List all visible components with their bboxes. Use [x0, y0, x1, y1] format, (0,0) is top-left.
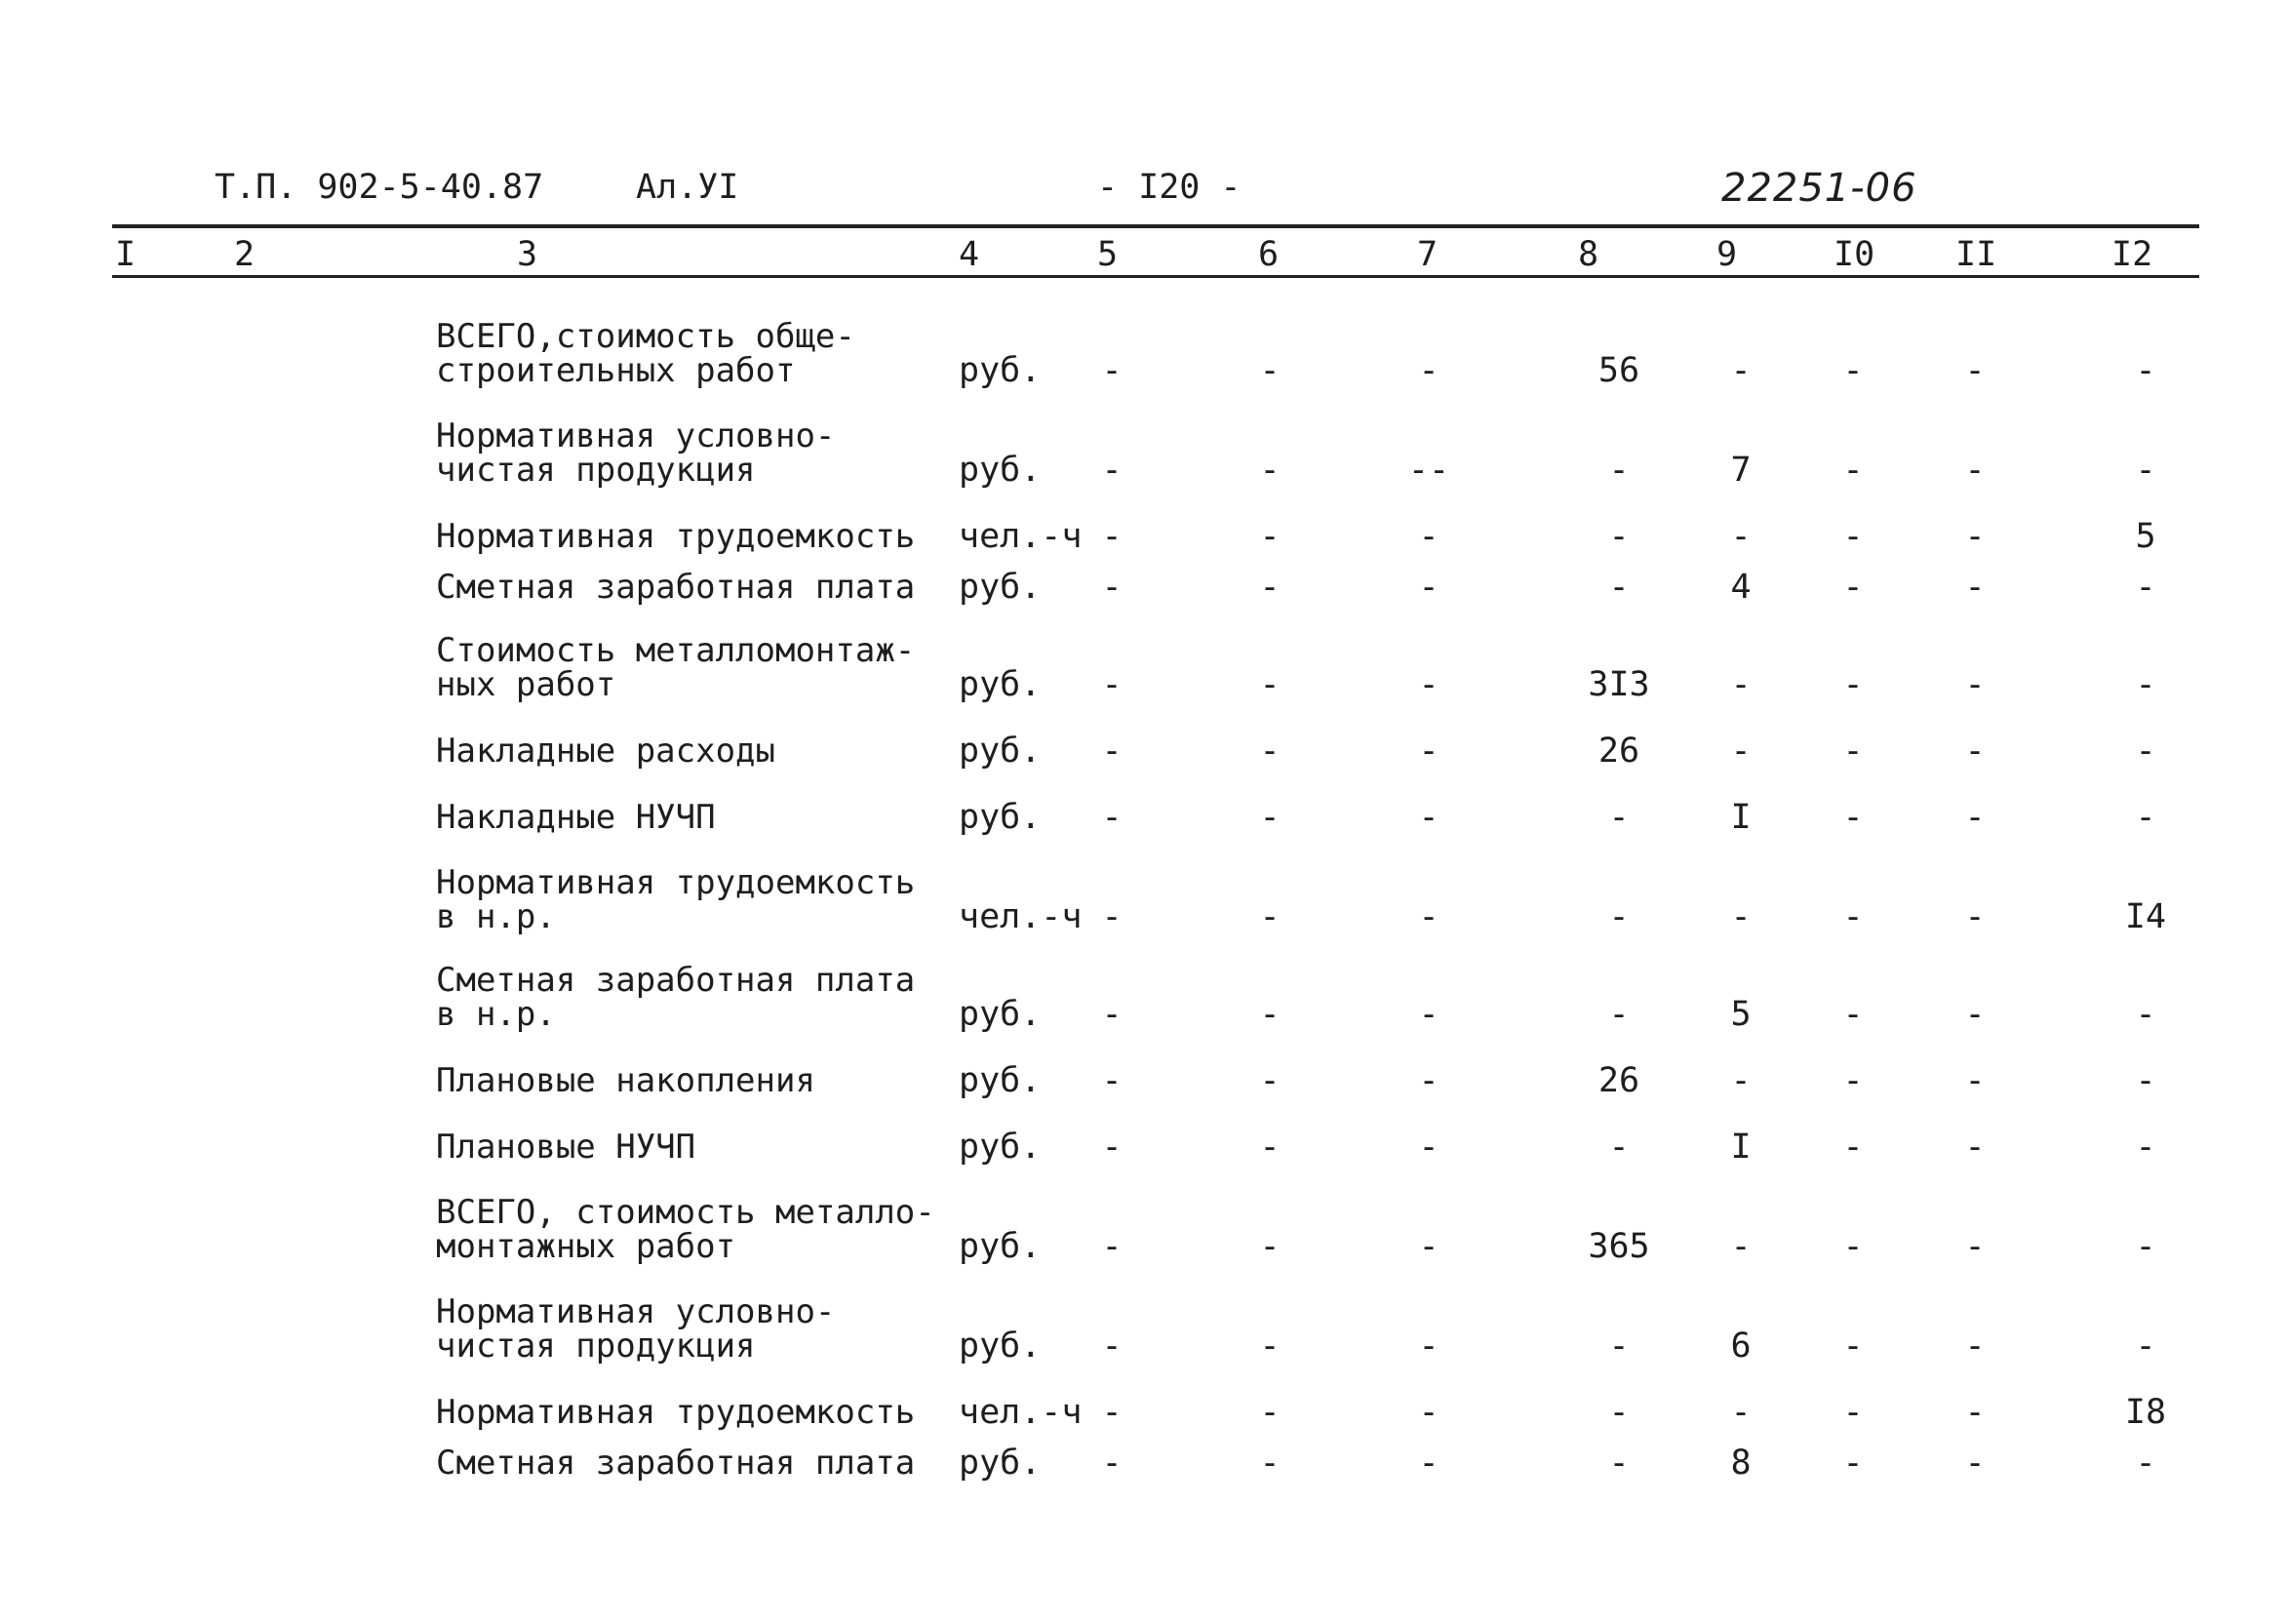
row-value-col-9: - [1730, 1227, 1752, 1266]
row-description: ВСЕГО, стоимость металло- монтажных работ [436, 1193, 935, 1266]
row-value-col-5: - [1101, 897, 1123, 936]
row-value-col-9: - [1730, 1061, 1752, 1100]
row-value-col-6: - [1259, 1061, 1281, 1100]
row-value-col-12: - [2135, 568, 2156, 607]
row-unit: руб. [959, 732, 1042, 771]
row-value-col-5: - [1101, 665, 1123, 704]
row-value-col-8: 26 [1598, 1061, 1640, 1100]
row-value-col-11: - [1964, 1393, 1986, 1432]
row-value-col-10: - [1842, 351, 1864, 390]
column-number-10: I0 [1834, 235, 1875, 274]
row-value-col-5: - [1101, 1227, 1123, 1266]
table-row [0, 1446, 2288, 1481]
row-value-col-12: - [2135, 798, 2156, 837]
row-value-col-7: - [1418, 1227, 1440, 1266]
row-description: Плановые накопления [436, 1061, 815, 1100]
row-value-col-8: 26 [1598, 732, 1640, 771]
row-unit: руб. [959, 1128, 1042, 1167]
row-value-col-5: - [1101, 517, 1123, 556]
row-description: Сметная заработная плата [436, 1444, 916, 1483]
row-value-col-7: - [1418, 1128, 1440, 1167]
table-row [0, 798, 2288, 837]
row-description: Стоимость металломонтаж- ных работ [436, 631, 916, 704]
table-row [0, 317, 2288, 390]
table-row [0, 631, 2288, 704]
row-value-col-11: - [1964, 995, 1986, 1034]
table-row [0, 1193, 2288, 1266]
row-value-col-11: - [1964, 1227, 1986, 1266]
row-value-col-10: - [1842, 732, 1864, 771]
table-row [0, 961, 2288, 1034]
row-value-col-11: - [1964, 732, 1986, 771]
row-value-col-9: I [1730, 798, 1752, 837]
table-row [0, 1061, 2288, 1100]
row-description: Сметная заработная плата [436, 568, 916, 607]
row-value-col-12: - [2135, 351, 2156, 390]
row-unit: руб. [959, 1061, 1042, 1100]
row-value-col-11: - [1964, 798, 1986, 837]
row-value-col-12: - [2135, 1327, 2156, 1366]
row-value-col-9: - [1730, 517, 1752, 556]
row-value-col-10: - [1842, 451, 1864, 490]
row-value-col-12: - [2135, 1061, 2156, 1100]
row-value-col-10: - [1842, 517, 1864, 556]
row-unit: руб. [959, 665, 1042, 704]
row-unit: руб. [959, 1227, 1042, 1266]
row-value-col-10: - [1842, 897, 1864, 936]
row-value-col-7: - [1418, 897, 1440, 936]
row-value-col-9: I [1730, 1128, 1752, 1167]
row-value-col-11: - [1964, 897, 1986, 936]
column-number-11: II [1955, 235, 1997, 274]
row-value-col-11: - [1964, 1061, 1986, 1100]
table-row [0, 1292, 2288, 1366]
row-unit: руб. [959, 995, 1042, 1034]
row-value-col-6: - [1259, 1444, 1281, 1483]
row-value-col-11: - [1964, 351, 1986, 390]
row-value-col-6: - [1259, 995, 1281, 1034]
row-description: Плановые НУЧП [436, 1128, 696, 1167]
row-value-col-5: - [1101, 995, 1123, 1034]
row-value-col-5: - [1101, 1061, 1123, 1100]
row-value-col-10: - [1842, 1061, 1864, 1100]
row-value-col-9: - [1730, 897, 1752, 936]
row-value-col-8: - [1608, 995, 1630, 1034]
row-value-col-12: 5 [2135, 517, 2156, 556]
row-value-col-10: - [1842, 798, 1864, 837]
row-value-col-11: - [1964, 1128, 1986, 1167]
row-unit: руб. [959, 351, 1042, 390]
row-value-col-7: - [1418, 732, 1440, 771]
row-value-col-7: - [1418, 1061, 1440, 1100]
row-description: Сметная заработная плата в н.р. [436, 961, 916, 1034]
row-value-col-7: - [1418, 995, 1440, 1034]
row-value-col-11: - [1964, 1327, 1986, 1366]
row-value-col-11: - [1964, 451, 1986, 490]
header-bottom-rule [112, 275, 2199, 278]
row-value-col-5: - [1101, 351, 1123, 390]
column-number-4: 4 [959, 235, 980, 274]
row-value-col-6: - [1259, 351, 1281, 390]
row-value-col-11: - [1964, 665, 1986, 704]
row-value-col-8: - [1608, 1128, 1630, 1167]
row-value-col-11: - [1964, 517, 1986, 556]
column-number-3: 3 [517, 235, 538, 274]
row-value-col-8: 3I3 [1588, 665, 1650, 704]
table-row [0, 1130, 2288, 1165]
row-value-col-6: - [1259, 798, 1281, 837]
row-value-col-8: 56 [1598, 351, 1640, 390]
row-value-col-6: - [1259, 897, 1281, 936]
column-number-12: I2 [2111, 235, 2153, 274]
table-row [0, 863, 2288, 936]
column-number-8: 8 [1578, 235, 1599, 274]
row-value-col-12: - [2135, 665, 2156, 704]
row-unit: руб. [959, 568, 1042, 607]
row-value-col-10: - [1842, 665, 1864, 704]
row-description: Нормативная условно- чистая продукция [436, 1292, 836, 1366]
column-number-5: 5 [1097, 235, 1119, 274]
row-description: Накладные расходы [436, 732, 775, 771]
row-value-col-9: 8 [1730, 1444, 1752, 1483]
row-value-col-9: - [1730, 1393, 1752, 1432]
row-value-col-12: I4 [2124, 897, 2167, 936]
row-value-col-12: I8 [2124, 1393, 2167, 1432]
row-unit: чел.-ч [959, 517, 1083, 556]
table-row [0, 416, 2288, 490]
row-value-col-6: - [1259, 1327, 1281, 1366]
row-description: Нормативная трудоемкость [436, 517, 916, 556]
row-value-col-6: - [1259, 517, 1281, 556]
row-value-col-9: 5 [1730, 995, 1752, 1034]
row-unit: руб. [959, 451, 1042, 490]
row-value-col-8: - [1608, 451, 1630, 490]
row-value-col-6: - [1259, 1128, 1281, 1167]
row-value-col-7: - [1418, 665, 1440, 704]
row-value-col-6: - [1259, 665, 1281, 704]
column-number-9: 9 [1716, 235, 1738, 274]
row-value-col-8: - [1608, 897, 1630, 936]
row-value-col-7: - [1418, 568, 1440, 607]
row-value-col-10: - [1842, 1393, 1864, 1432]
row-value-col-6: - [1259, 732, 1281, 771]
row-value-col-8: - [1608, 568, 1630, 607]
row-value-col-7: - [1418, 1327, 1440, 1366]
table-row [0, 734, 2288, 769]
row-value-col-11: - [1964, 1444, 1986, 1483]
row-value-col-5: - [1101, 451, 1123, 490]
row-value-col-10: - [1842, 995, 1864, 1034]
page-number: - I20 - [1097, 168, 1242, 207]
header-top-rule [112, 224, 2199, 228]
row-unit: руб. [959, 1444, 1042, 1483]
row-value-col-8: - [1608, 1393, 1630, 1432]
row-value-col-5: - [1101, 1444, 1123, 1483]
document-number: 22251-06 [1721, 166, 1917, 211]
row-value-col-7: - [1418, 351, 1440, 390]
row-value-col-10: - [1842, 1227, 1864, 1266]
row-value-col-8: - [1608, 1444, 1630, 1483]
album-label: Ал.УI [636, 168, 739, 207]
table-row [0, 517, 2288, 556]
row-value-col-9: 6 [1730, 1327, 1752, 1366]
row-value-col-8: 365 [1588, 1227, 1650, 1266]
row-value-col-10: - [1842, 1128, 1864, 1167]
row-value-col-7: - [1418, 1444, 1440, 1483]
row-value-col-9: 7 [1730, 451, 1752, 490]
column-number-7: 7 [1417, 235, 1439, 274]
row-value-col-9: - [1730, 732, 1752, 771]
row-value-col-6: - [1259, 568, 1281, 607]
column-number-2: 2 [234, 235, 256, 274]
row-value-col-8: - [1608, 1327, 1630, 1366]
row-value-col-12: - [2135, 1227, 2156, 1266]
row-value-col-5: - [1101, 1393, 1123, 1432]
row-value-col-10: - [1842, 1444, 1864, 1483]
doc-reference: Т.П. 902-5-40.87 [215, 168, 544, 207]
row-value-col-8: - [1608, 798, 1630, 837]
row-unit: чел.-ч [959, 897, 1083, 936]
row-description: Накладные НУЧП [436, 798, 716, 837]
row-description: ВСЕГО,стоимость обще- строительных работ [436, 317, 855, 390]
row-value-col-12: - [2135, 1444, 2156, 1483]
row-value-col-12: - [2135, 732, 2156, 771]
row-unit: руб. [959, 1327, 1042, 1366]
row-value-col-7: -- [1407, 451, 1450, 490]
row-description: Нормативная условно- чистая продукция [436, 416, 836, 490]
row-value-col-6: - [1259, 1393, 1281, 1432]
row-value-col-5: - [1101, 1327, 1123, 1366]
row-unit: руб. [959, 798, 1042, 837]
row-value-col-9: - [1730, 351, 1752, 390]
row-value-col-8: - [1608, 517, 1630, 556]
table-row [0, 568, 2288, 607]
column-number-6: 6 [1258, 235, 1280, 274]
row-value-col-7: - [1418, 1393, 1440, 1432]
row-unit: чел.-ч [959, 1393, 1083, 1432]
row-value-col-12: - [2135, 451, 2156, 490]
row-value-col-6: - [1259, 1227, 1281, 1266]
row-value-col-5: - [1101, 1128, 1123, 1167]
row-description: Нормативная трудоемкость [436, 1393, 916, 1432]
column-number-1: I [115, 235, 137, 274]
row-value-col-5: - [1101, 732, 1123, 771]
row-value-col-5: - [1101, 798, 1123, 837]
row-description: Нормативная трудоемкость в н.р. [436, 863, 916, 936]
row-value-col-11: - [1964, 568, 1986, 607]
row-value-col-10: - [1842, 568, 1864, 607]
row-value-col-9: - [1730, 665, 1752, 704]
row-value-col-12: - [2135, 995, 2156, 1034]
row-value-col-9: 4 [1730, 568, 1752, 607]
row-value-col-12: - [2135, 1128, 2156, 1167]
table-row [0, 1393, 2288, 1432]
row-value-col-5: - [1101, 568, 1123, 607]
row-value-col-10: - [1842, 1327, 1864, 1366]
row-value-col-6: - [1259, 451, 1281, 490]
row-value-col-7: - [1418, 517, 1440, 556]
row-value-col-7: - [1418, 798, 1440, 837]
